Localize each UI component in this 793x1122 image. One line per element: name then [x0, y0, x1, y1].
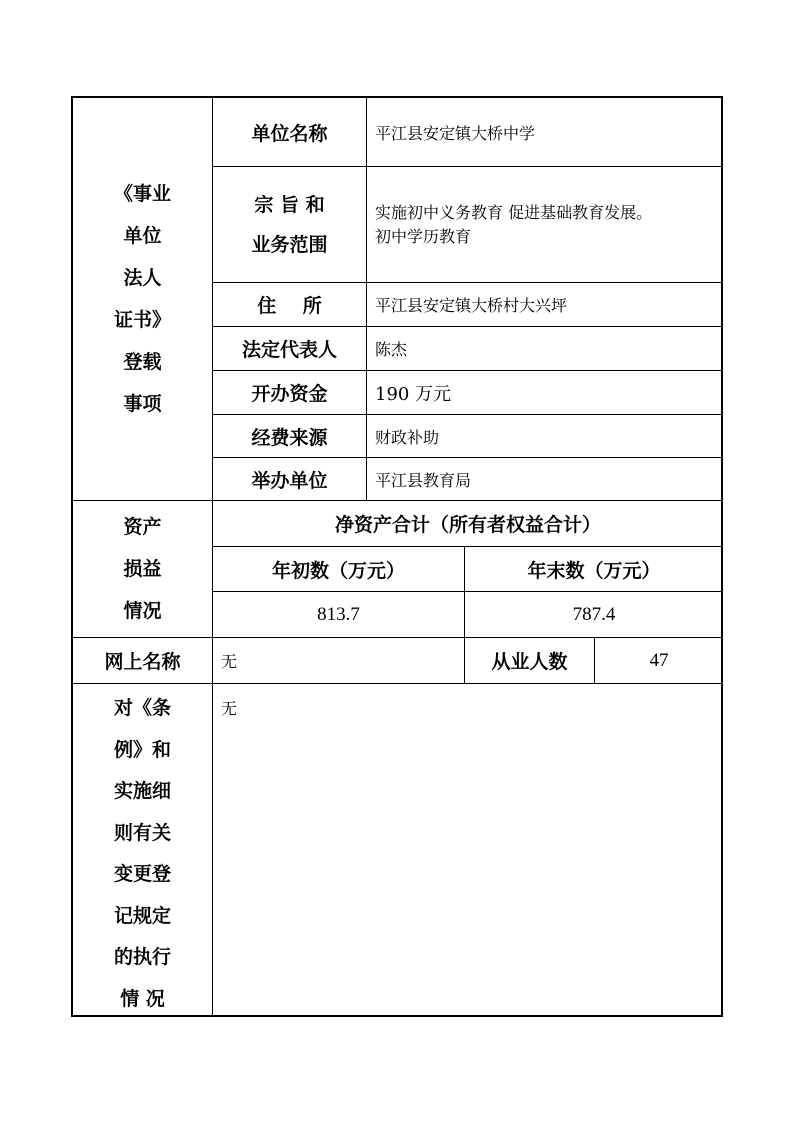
section-line: 证书》 [113, 309, 171, 331]
start-of-year-header: 年初数（万元） [271, 559, 405, 582]
legal-rep-label: 法定代表人 [241, 339, 337, 361]
purpose-line: 实施初中义务教育 促进基础教育发展。 [375, 202, 653, 222]
sponsor-label: 举办单位 [251, 469, 328, 492]
section-line: 单位 [123, 225, 162, 247]
section-line: 《事业 [113, 183, 171, 205]
capital-value: 190 万元 [375, 383, 452, 405]
section-line: 情 况 [120, 987, 165, 1010]
staff-count-label: 从业人数 [491, 651, 568, 673]
address-value: 平江县安定镇大桥村大兴坪 [375, 296, 568, 315]
net-assets-header: 净资产合计（所有者权益合计） [334, 514, 601, 536]
staff-count-value: 47 [649, 649, 669, 671]
section-line: 记规定 [113, 904, 171, 927]
section-line: 情况 [123, 600, 162, 622]
purpose-label [213, 167, 366, 282]
start-of-year-value: 813.7 [317, 603, 360, 625]
end-of-year-value: 787.4 [572, 603, 616, 625]
purpose-label-line: 宗 旨 和 [254, 193, 325, 216]
section-line: 事项 [123, 393, 162, 415]
online-name-label: 网上名称 [104, 651, 181, 673]
section-line: 则有关 [113, 821, 171, 844]
purpose-line: 初中学历教育 [375, 226, 472, 246]
legal-rep-value: 陈杰 [375, 340, 408, 359]
section-line: 变更登 [113, 863, 171, 885]
sponsor-value: 平江县教育局 [375, 470, 472, 490]
section-line: 对《条 [113, 697, 171, 719]
section-line: 实施细 [113, 780, 171, 802]
funding-label: 经费来源 [251, 426, 328, 449]
section-line: 的执行 [113, 946, 171, 968]
purpose-label-line: 业务范围 [251, 233, 328, 256]
capital-label: 开办资金 [251, 383, 328, 405]
registration-section-label [73, 98, 212, 500]
section-line: 登载 [123, 351, 162, 373]
unit-name-label: 单位名称 [251, 122, 328, 145]
section-line: 法人 [123, 267, 162, 289]
section-line: 例》和 [113, 738, 171, 761]
compliance-content: 无 [221, 699, 238, 718]
address-label: 住 所 [257, 295, 322, 317]
online-name-value: 无 [221, 652, 238, 671]
end-of-year-header: 年末数（万元） [527, 559, 661, 582]
unit-name-value: 平江县安定镇大桥中学 [375, 123, 536, 143]
section-line: 损益 [123, 558, 162, 580]
purpose-value [367, 167, 723, 282]
registration-form-table [71, 96, 723, 1017]
funding-value: 财政补助 [375, 427, 440, 447]
assets-section-label [73, 501, 212, 637]
section-line: 资产 [123, 516, 162, 538]
compliance-section-label [73, 684, 212, 1017]
